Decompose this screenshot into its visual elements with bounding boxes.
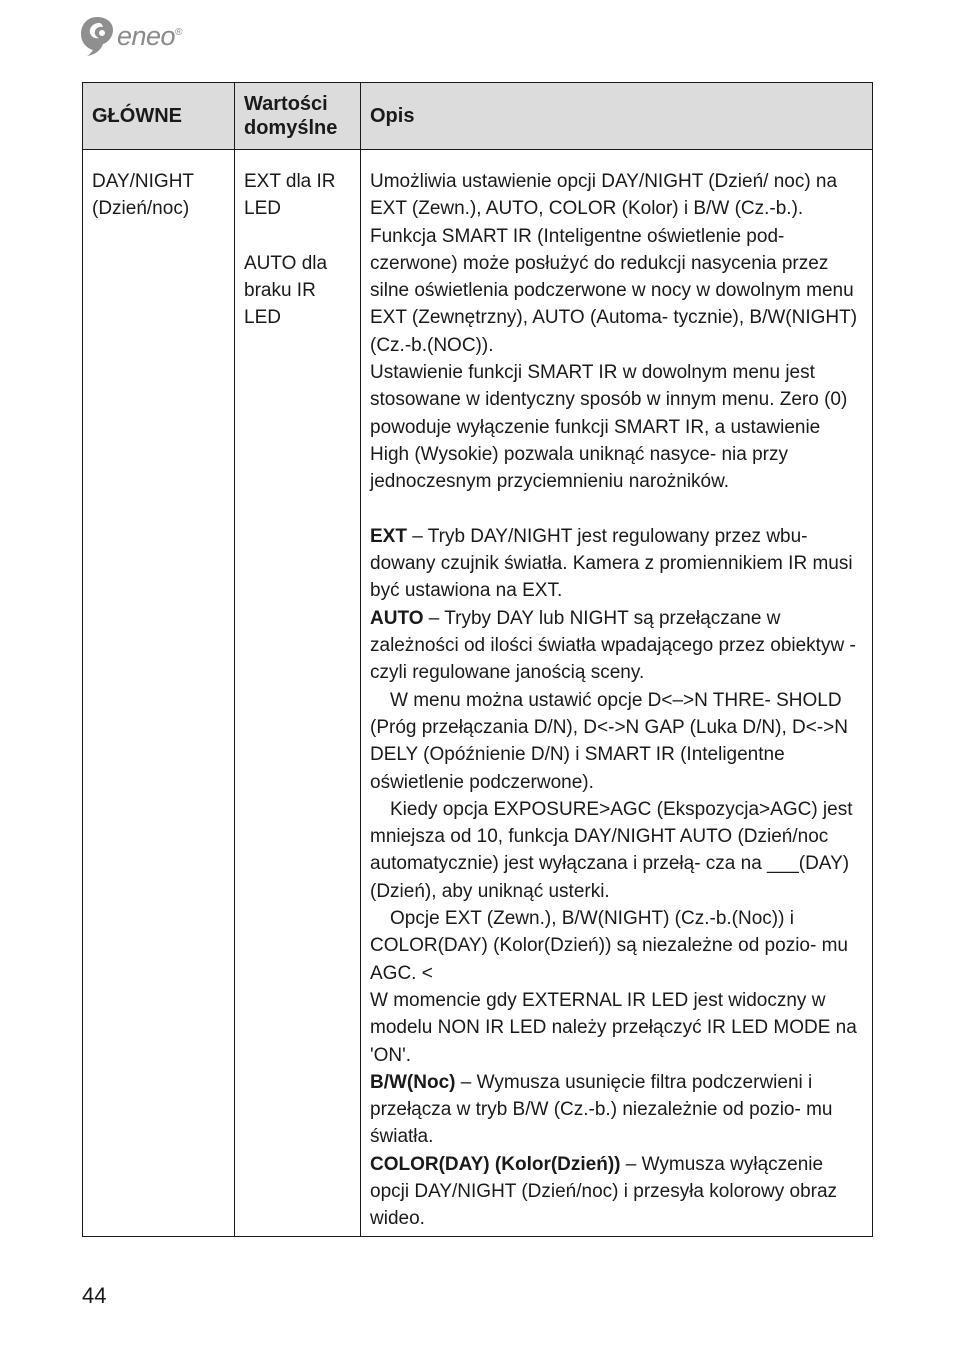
desc-auto-menu: W menu można ustawić opcje D<–>N THRE- SHOLD (Próg przełączania D/N), D<->N GAP (Luka D/N), D<->N DELY (Opóźnienie D/N) i SMART IR (Inteligentne oświetlenie podczerwone).	[370, 689, 848, 793]
desc-auto	[370, 605, 863, 687]
main-line: (Dzień/noc)	[92, 198, 190, 220]
color-text: – Wymusza wyłączenie opcji DAY/NIGHT (Dzień/noc) i przesyła kolorowy obraz wideo.	[370, 1153, 838, 1230]
ext-label: EXT	[370, 525, 407, 547]
desc-auto-agc: Kiedy opcja EXPOSURE>AGC (Ekspozycja>AGC) jest mniejsza od 10, funkcja DAY/NIGHT AUTO (Dzień/noc automatycznie) jest wyłączana i przełą- cza na ___(DAY) (Dzień), aby uniknąć usterki.	[370, 798, 853, 902]
default-line: LED	[244, 198, 281, 220]
settings-table	[82, 82, 873, 1237]
header-main: GŁÓWNE	[83, 83, 235, 150]
header-description: Opis	[361, 83, 873, 150]
color-label: COLOR(DAY) (Kolor(Dzień))	[370, 1153, 621, 1175]
header-defaults: Wartości domyślne	[235, 83, 361, 150]
default-line: EXT dla IR	[244, 171, 336, 192]
cell-defaults	[235, 150, 361, 1237]
desc-smart-ir-usage: Ustawienie funkcji SMART IR w dowolnym menu jest stosowane w identyczny sposób w innym menu. Zero (0) powoduje wyłączenie funkcji SMART IR, a ustawienie High (Wysokie) pozwala uniknąć nasyce- nia przy jednoczesnym przyciemnieniu narożników.	[370, 362, 848, 493]
cell-description	[361, 150, 873, 1237]
desc-bw	[370, 1069, 863, 1151]
default-line: LED	[244, 307, 281, 329]
table-header-row	[83, 83, 873, 150]
main-line: DAY/NIGHT	[92, 171, 195, 192]
desc-intro: Umożliwia ustawienie opcji DAY/NIGHT (Dzień/ noc) na EXT (Zewn.), AUTO, COLOR (Kolor) i B/W (Cz.-b.).	[370, 171, 838, 220]
auto-text: – Tryby DAY lub NIGHT są przełączane w zależności od ilości światła wpadającego przez obiektyw - czyli regulowane janością sceny.	[370, 607, 856, 684]
default-line: braku IR	[244, 280, 316, 302]
desc-external-ir: W momencie gdy EXTERNAL IR LED jest widoczny w modelu NON IR LED należy przełączyć IR LED MODE na 'ON'.	[370, 989, 857, 1066]
auto-label: AUTO	[370, 607, 424, 629]
brand-logo	[80, 16, 182, 56]
ext-text: – Tryb DAY/NIGHT jest regulowany przez wbu- dowany czujnik światła. Kamera z promiennikiem IR musi być ustawiona na EXT.	[370, 525, 853, 602]
desc-smart-ir: Funkcja SMART IR (Inteligentne oświetlenie pod- czerwone) może posłużyć do redukcji nasycenia przez silne oświetlenia podczerwone w nocy w dowolnym menu EXT (Zewnętrzny), AUTO (Automa- tycznie), B/W(NIGHT) (Cz.-b.(NOC)).	[370, 225, 858, 356]
desc-color	[370, 1151, 863, 1233]
default-line: AUTO dla	[244, 252, 328, 274]
cell-main	[83, 150, 235, 1237]
swirl-logo-icon	[80, 16, 114, 56]
table-row	[83, 150, 873, 1237]
brand-name: eneo®	[117, 20, 182, 51]
bw-label: B/W(Noc)	[370, 1071, 456, 1093]
desc-ext	[370, 523, 863, 605]
spacer	[244, 223, 351, 250]
spacer	[370, 496, 863, 523]
desc-auto-options: Opcje EXT (Zewn.), B/W(NIGHT) (Cz.-b.(Noc)) i COLOR(DAY) (Kolor(Dzień)) są niezależne od pozio- mu AGC. <	[370, 908, 848, 984]
page-number: 44	[82, 1283, 107, 1308]
bw-text: – Wymusza usunięcie filtra podczerwieni i przełącza w tryb B/W (Cz.-b.) niezależnie od pozio- mu światła.	[370, 1071, 833, 1148]
